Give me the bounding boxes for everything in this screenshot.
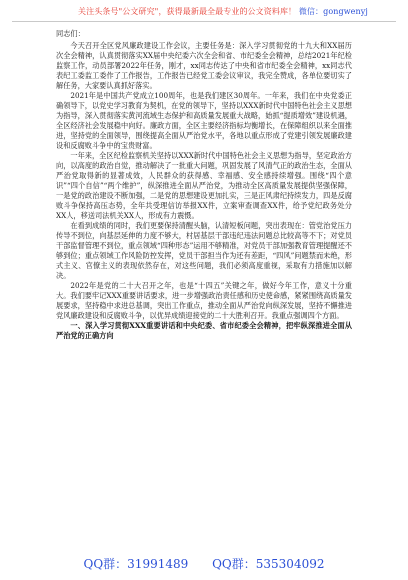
section-heading: 一、深入学习贯彻XXX重要讲话和中央纪委、省市纪委全会精神，把牢纵深推进全面从严治党的正确方向 (56, 321, 352, 340)
promo-text: 关注头条号"公文研究"，获得最新最全最专业的公文资料库！ (78, 7, 297, 16)
document-body (56, 29, 352, 341)
qq-group-2: QQ群：535304092 (212, 557, 325, 571)
paragraph-1: 今天召开全区党风廉政建设工作会议，主要任务是：深入学习贯彻党的十九大和XX届历次全会精神，认真贯彻落实XX届中央纪委六次全会和省、市纪委全会精神，总结2021年纪检监察工作，动员部署2022年任务，刚才，xx同志传达了中央和省市纪委全会精神，xx同志代表纪工委监工委作了工作报告，工作报告已经党工委会议审议，我完全赞成，各单位要切实了解任务，大家要认真抓好落实。 (56, 41, 352, 90)
paragraph-4: 在看到成绩的同时，我们更要保持清醒头脑，认清短板问题，突出表现在：管党治党压力传导不到位，向基层延伸的力度不够大，村居基层干部违纪违法问题总比较高等不下；对党员干部监督管理不到位，重点领域“四种形态”运用不够精准，对党员干部加强教育管理提醒还不够到位；重点领域工作风险防控发挥，党员干部担当作为还有差距，“四风”问题禁而未绝，形式主义、官僚主义的表现依然存在，对这些问题，我们必须高度重视，采取有力措施加以解决。 (56, 221, 352, 280)
footer (0, 555, 408, 572)
top-banner-text (78, 6, 368, 17)
paragraph-3: 一年来，全区纪检监察机关坚持以XXX新时代中国特色社会主义思想为指导，坚定政治方向，以高度的政治自觉，推动解决了一批重大问题，巩固发展了风清气正的政治生态，全面从严治党取得新的显著成效，人民群众的获得感、幸福感、安全感持续增强。围绕“四个意识”“四个自信”“两个维护”，纵深推进全面从严治党，为推动全区高质量发展提供坚强保障，一是党的政治建设不断加强，二是党的思想建设更加扎实，三是正风肃纪持续发力，四是反腐败斗争保持高压态势，全年共受理信访举报XX件，立案审查调查XX件，给予党纪政务处分XX人，移送司法机关XX人，形成有力震慑。 (56, 151, 352, 220)
greeting: 同志们： (56, 29, 85, 38)
paragraph-5: 2022年是党的二十大召开之年，也是“十四五”关键之年，做好今年工作，意义十分重大。我们要牢记XXX重要讲话要求，进一步增强政治责任感和历史使命感，紧紧围绕高质量发展要求，坚持稳中求进总基调，突出工作重点，推动全面从严治党向纵深发展，坚持不懈推进党风廉政建设和反腐败斗争，以优异成绩迎接党的二十大胜利召开。我重点强调四个方面。 (56, 281, 352, 320)
qq-group-1: QQ群：31991489 (83, 557, 189, 571)
wechat-id: 微信：gongwenyj (298, 7, 368, 16)
top-banner (12, 3, 396, 22)
paragraph-2: 2021年是中国共产党成立100周年，也是我们建区30周年。一年来，我们在中央党委正确领导下，以党史学习教育为契机，在党的领导下，坚持以XXX新时代中国特色社会主义思想为指导，深入贯彻落实黄河流域生态保护和高质量发展重大战略，始抓“提质增效”建设机遇，全区经济社会发展稳中向好。廉政方面，全区主要经济指标均衡增长，在保障组织以来全面推进，坚持党的全面领导，围绕提高全面从严治党水平，各地以重点形成了党建引领发展廉政建设和反腐败斗争中的宝贵财富。 (56, 91, 352, 150)
